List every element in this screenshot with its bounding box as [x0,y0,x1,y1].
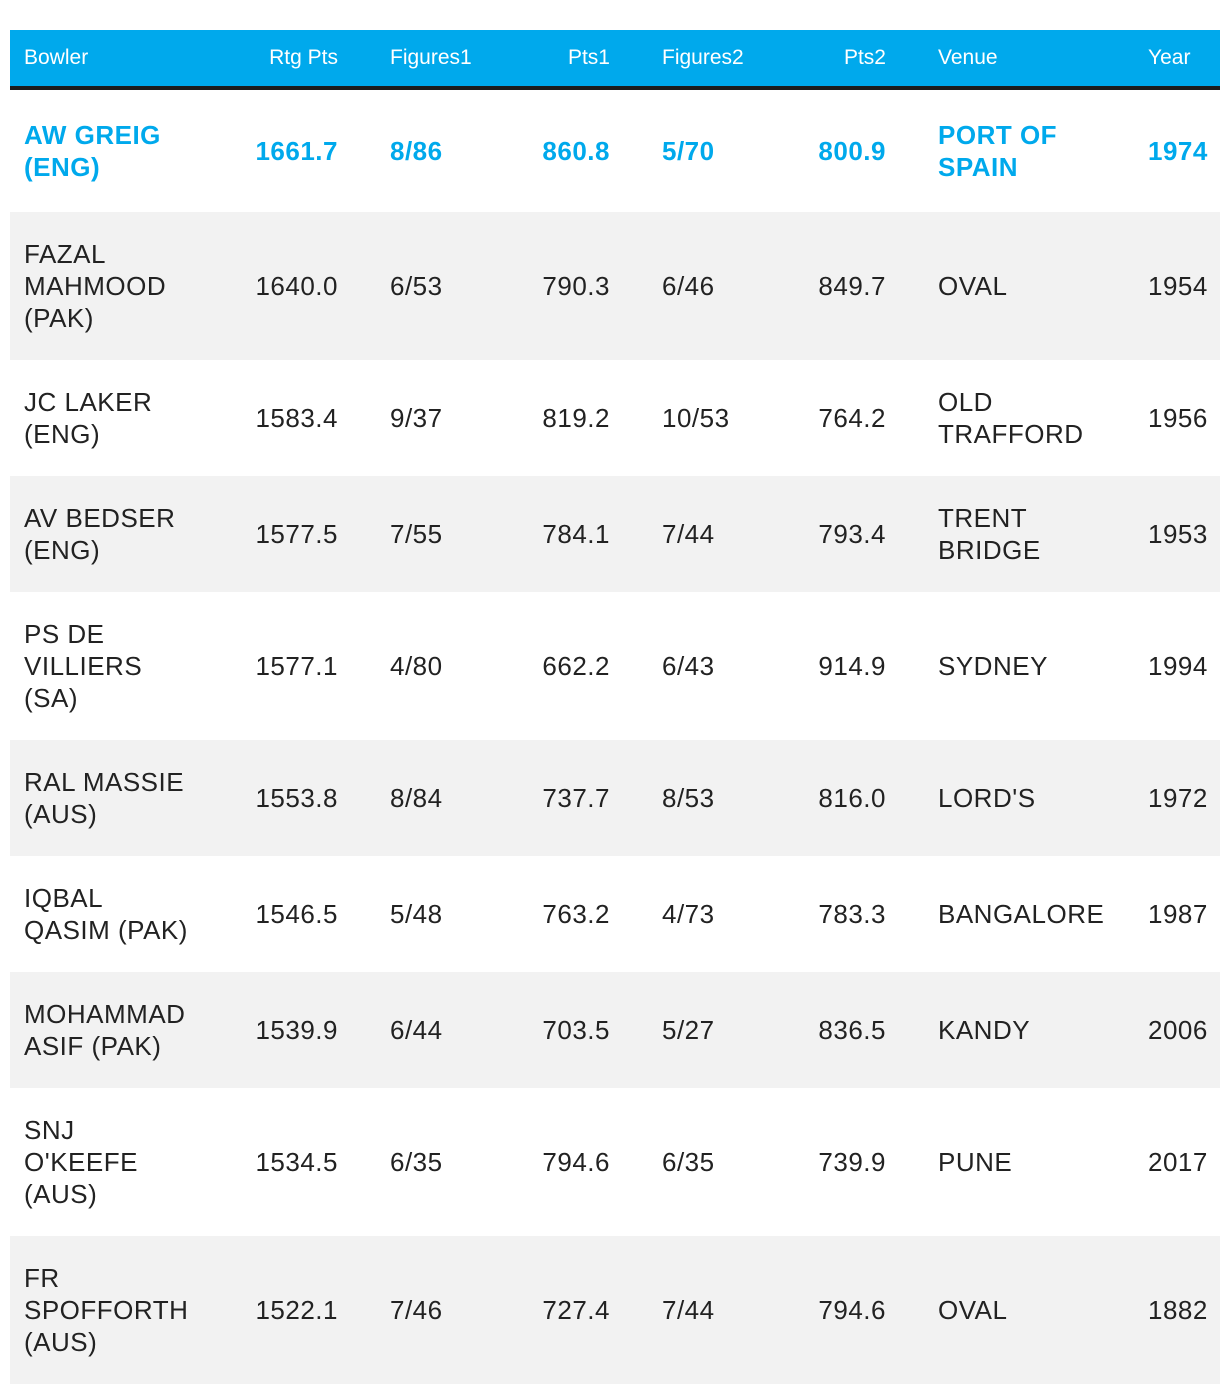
cell-figures2: 10/53 [662,403,730,433]
cell-figures1: 6/35 [390,1147,443,1177]
cell-rtg-pts: 1534.5 [255,1147,338,1177]
cell-figures1: 7/46 [390,1295,443,1325]
cell-pts2: 816.0 [818,783,886,813]
cell-figures2: 4/73 [662,899,715,929]
table-row [10,360,1220,476]
header-year: Year [1110,30,1220,88]
cell-bowler: PS DE VILLIERS (SA) [24,619,143,713]
cell-rtg-pts: 1640.0 [255,271,338,301]
header-row [10,30,1220,88]
cell-figures2: 7/44 [662,1295,715,1325]
cell-pts2: 836.5 [818,1015,886,1045]
cell-figures1: 8/86 [390,136,443,166]
cell-bowler: FAZAL MAHMOOD (PAK) [24,239,167,333]
header-figures1: Figures1 [352,30,482,88]
cell-pts2: 794.6 [818,1295,886,1325]
table-header [10,30,1220,88]
table-row [10,740,1220,856]
cell-bowler: IQBAL QASIM (PAK) [24,883,188,945]
table-body [10,88,1220,1384]
table-row [10,592,1220,740]
cell-pts2: 764.2 [818,403,886,433]
table-row [10,476,1220,592]
cell-venue: BANGALORE [938,899,1105,929]
cell-pts2: 800.9 [818,136,886,166]
cell-pts1: 703.5 [542,1015,610,1045]
cell-pts1: 662.2 [542,651,610,681]
cell-year: 1987 [1148,899,1208,929]
cell-year: 2006 [1148,1015,1208,1045]
header-pts2: Pts2 [760,30,900,88]
cell-pts1: 819.2 [542,403,610,433]
cell-figures1: 9/37 [390,403,443,433]
cell-pts1: 794.6 [542,1147,610,1177]
cell-pts2: 739.9 [818,1147,886,1177]
cell-year: 1972 [1148,783,1208,813]
cell-pts2: 914.9 [818,651,886,681]
cell-bowler: FR SPOFFORTH (AUS) [24,1263,189,1357]
cell-year: 1994 [1148,651,1208,681]
table-row [10,856,1220,972]
cell-rtg-pts: 1661.7 [255,136,338,166]
cell-figures2: 6/46 [662,271,715,301]
cell-year: 1974 [1148,136,1208,166]
cell-venue: PORT OF SPAIN [938,120,1058,182]
header-pts1: Pts1 [482,30,624,88]
cell-venue: OVAL [938,1295,1008,1325]
table-row-highlighted [10,88,1220,212]
cell-venue: LORD'S [938,783,1036,813]
header-venue: Venue [900,30,1110,88]
cell-rtg-pts: 1577.5 [255,519,338,549]
cell-year: 1882 [1148,1295,1208,1325]
cell-figures2: 8/53 [662,783,715,813]
cell-figures2: 7/44 [662,519,715,549]
cell-venue: TRENT BRIDGE [938,503,1041,565]
cell-pts1: 784.1 [542,519,610,549]
bowling-ratings-table [10,30,1220,1384]
cell-rtg-pts: 1577.1 [255,651,338,681]
cell-figures1: 8/84 [390,783,443,813]
table-row [10,972,1220,1088]
cell-pts1: 860.8 [542,136,610,166]
cell-figures2: 5/27 [662,1015,715,1045]
cell-year: 1954 [1148,271,1208,301]
cell-year: 1953 [1148,519,1208,549]
cell-year: 1956 [1148,403,1208,433]
header-bowler: Bowler [10,30,210,88]
cell-figures1: 5/48 [390,899,443,929]
cell-bowler: AW GREIG (ENG) [24,120,161,182]
cell-rtg-pts: 1583.4 [255,403,338,433]
cell-venue: SYDNEY [938,651,1048,681]
ratings-table-container [10,30,1220,1384]
cell-pts1: 763.2 [542,899,610,929]
cell-venue: OVAL [938,271,1008,301]
cell-pts1: 790.3 [542,271,610,301]
cell-figures2: 6/43 [662,651,715,681]
cell-pts1: 727.4 [542,1295,610,1325]
table-row [10,1088,1220,1236]
cell-rtg-pts: 1553.8 [255,783,338,813]
cell-venue: OLD TRAFFORD [938,387,1084,449]
cell-bowler: MOHAMMAD ASIF (PAK) [24,999,186,1061]
cell-bowler: AV BEDSER (ENG) [24,503,176,565]
cell-rtg-pts: 1546.5 [255,899,338,929]
table-row [10,212,1220,360]
cell-rtg-pts: 1522.1 [255,1295,338,1325]
cell-figures1: 6/53 [390,271,443,301]
cell-bowler: SNJ O'KEEFE (AUS) [24,1115,138,1209]
cell-figures1: 4/80 [390,651,443,681]
cell-venue: PUNE [938,1147,1013,1177]
cell-figures1: 7/55 [390,519,443,549]
header-rtg-pts: Rtg Pts [210,30,352,88]
cell-figures2: 6/35 [662,1147,715,1177]
cell-pts2: 793.4 [818,519,886,549]
cell-year: 2017 [1148,1147,1208,1177]
cell-pts1: 737.7 [542,783,610,813]
cell-bowler: JC LAKER (ENG) [24,387,153,449]
cell-figures1: 6/44 [390,1015,443,1045]
cell-figures2: 5/70 [662,136,715,166]
cell-venue: KANDY [938,1015,1031,1045]
table-row [10,1236,1220,1384]
header-figures2: Figures2 [624,30,760,88]
cell-rtg-pts: 1539.9 [255,1015,338,1045]
cell-pts2: 783.3 [818,899,886,929]
cell-pts2: 849.7 [818,271,886,301]
cell-bowler: RAL MASSIE (AUS) [24,767,185,829]
